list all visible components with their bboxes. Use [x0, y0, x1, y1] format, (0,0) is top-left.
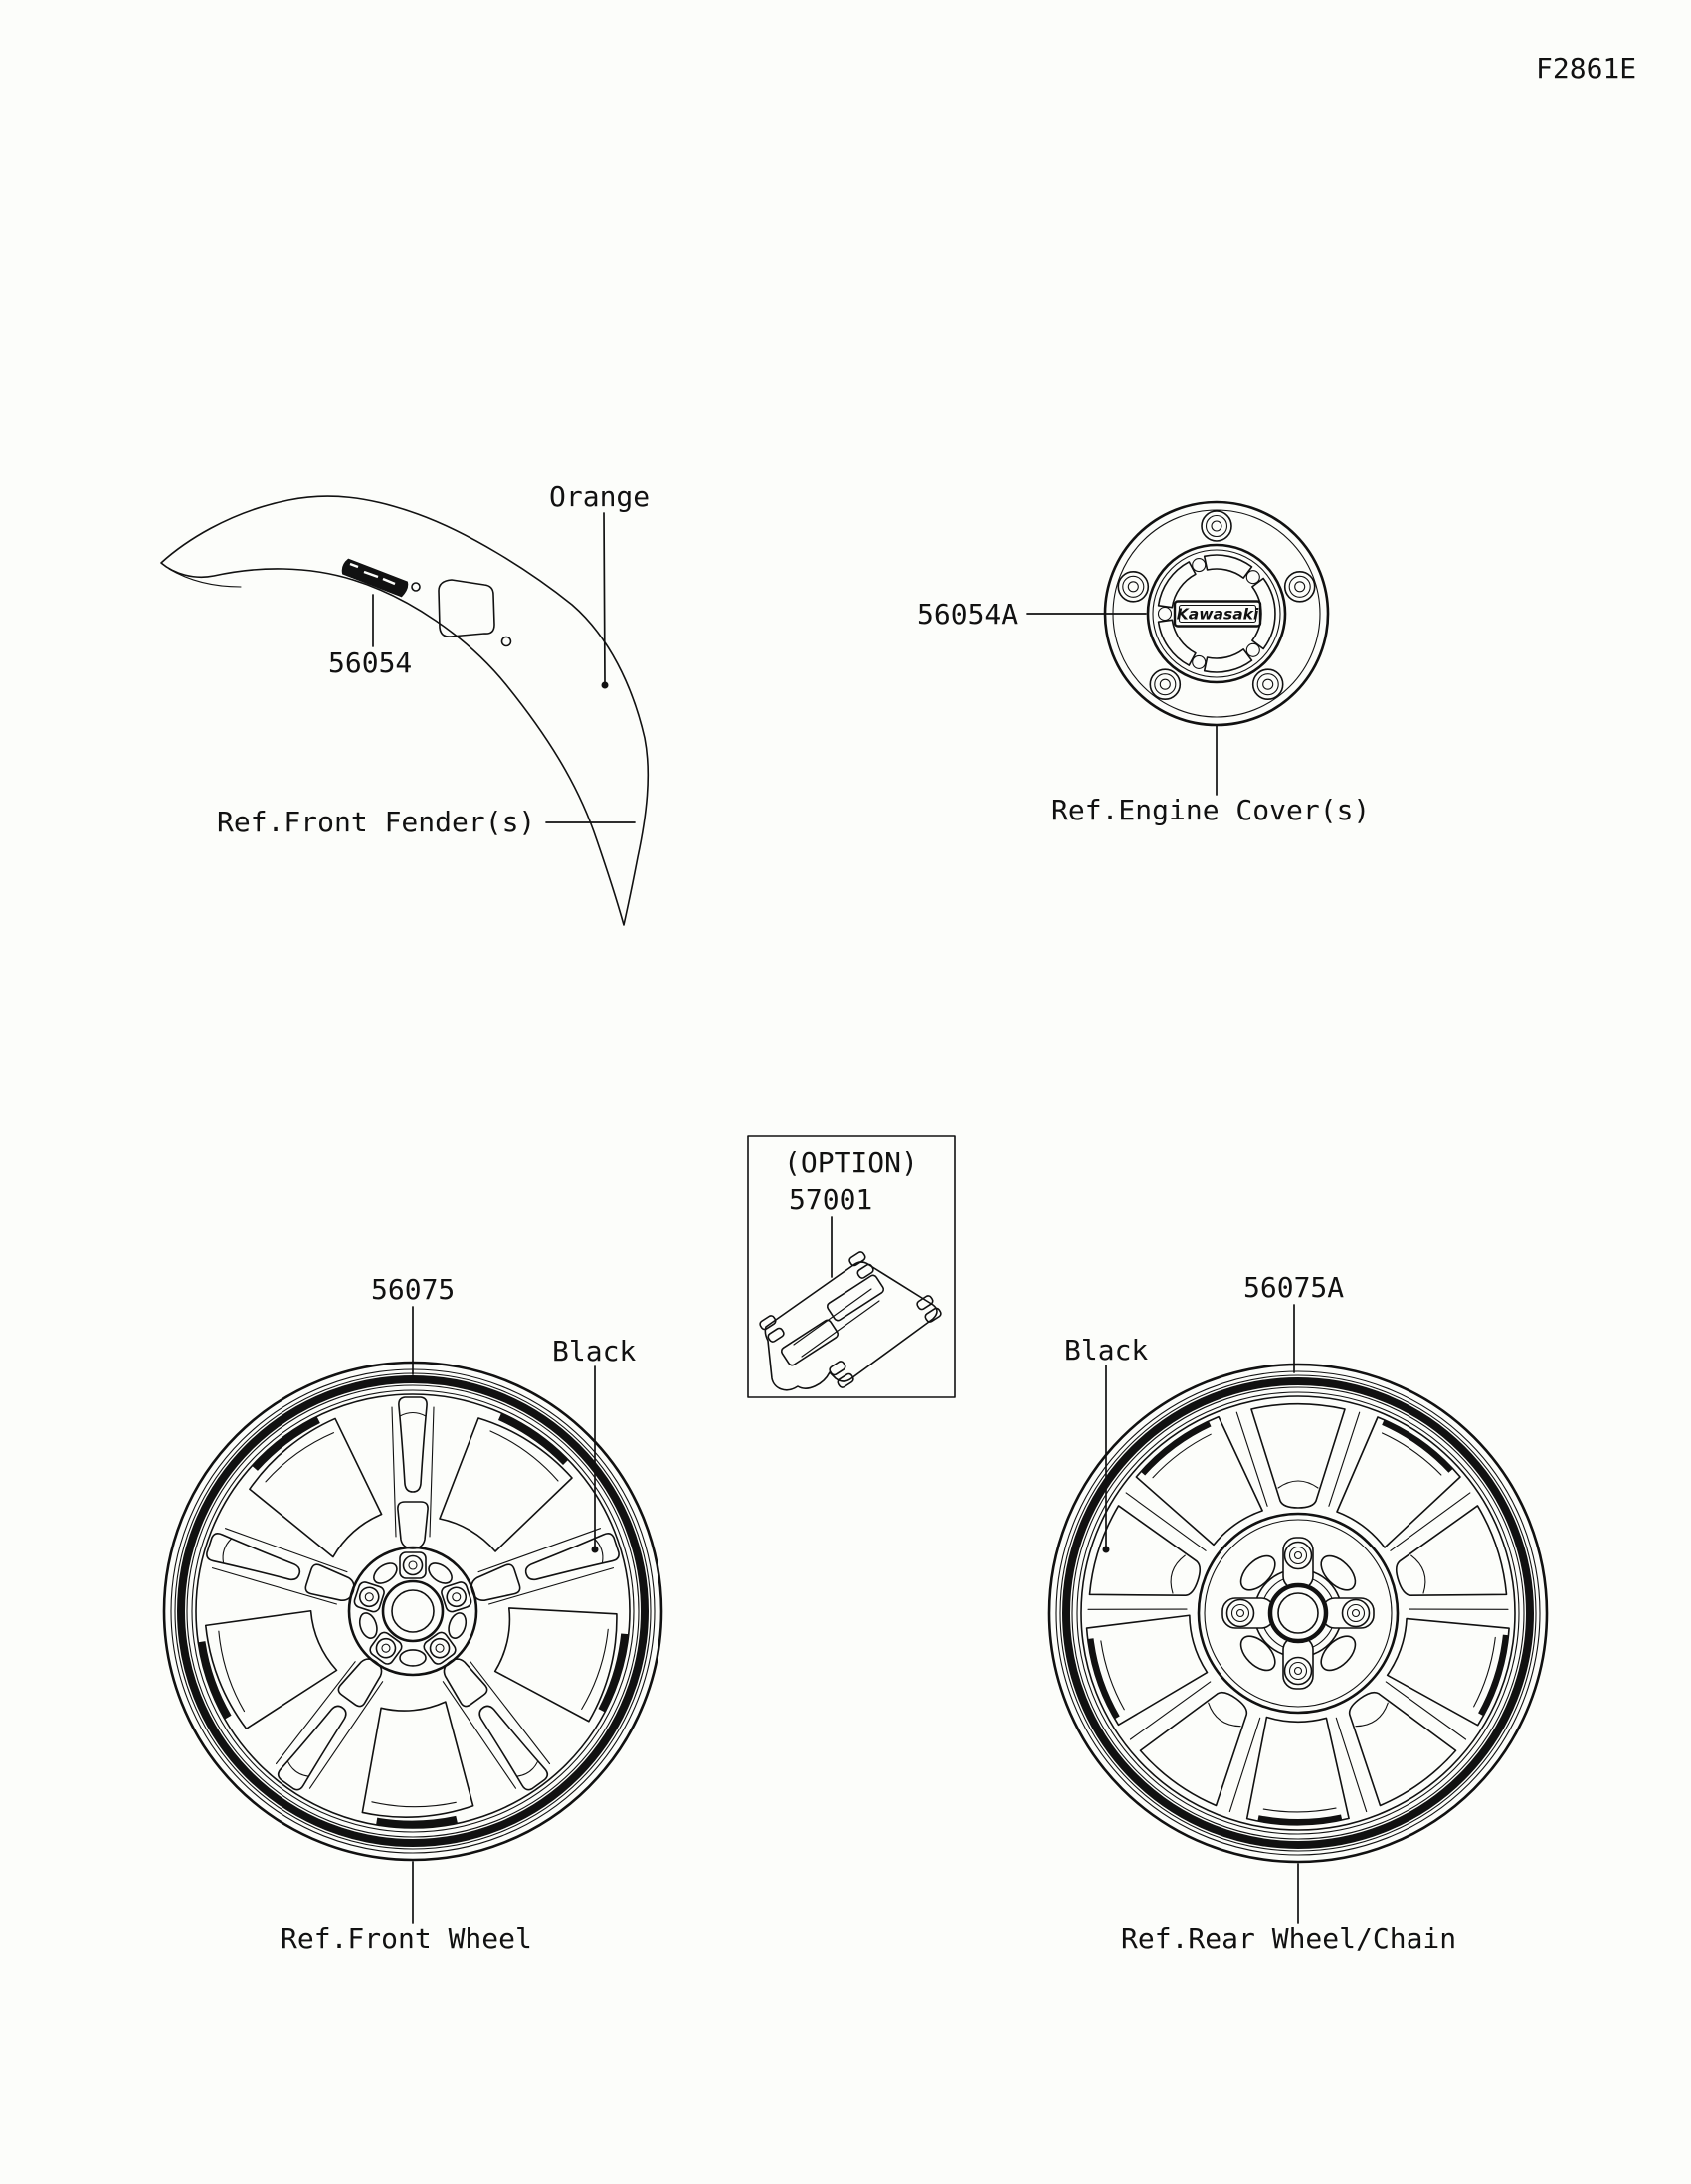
fender-part-label: 56054	[328, 646, 413, 679]
fender-color-dot	[602, 682, 609, 689]
option-figure	[748, 1136, 955, 1397]
rear-wheel-part-label: 56075A	[1243, 1271, 1345, 1304]
rear-wheel-figure	[1044, 1271, 1548, 1955]
rear-wheel-ref-label: Ref.Rear Wheel/Chain	[1121, 1922, 1457, 1955]
kawasaki-emblem-text: Kawasaki	[1176, 605, 1259, 624]
fender-color-label: Orange	[549, 480, 651, 513]
front-wheel-figure	[158, 1273, 665, 1955]
option-part-label: 57001	[789, 1183, 873, 1216]
front-fender-lip-line	[169, 569, 241, 587]
engine-cover-figure	[917, 502, 1370, 826]
fender-color-leader	[604, 513, 605, 682]
rear-wheel-color-label: Black	[1064, 1334, 1149, 1366]
fender-ref-label: Ref.Front Fender(s)	[217, 806, 536, 838]
fender-decal	[342, 559, 409, 598]
front-wheel-color-dot	[592, 1547, 599, 1553]
rear-wheel-color-dot	[1103, 1547, 1110, 1553]
front-wheel-part-label: 56075	[371, 1273, 456, 1306]
engine-cover-ref-label: Ref.Engine Cover(s)	[1051, 794, 1371, 826]
front-fender-figure	[161, 480, 650, 925]
front-wheel-ref-label: Ref.Front Wheel	[281, 1922, 532, 1955]
option-bracket-drawing	[759, 1251, 942, 1390]
front-fender-outline	[161, 496, 648, 925]
option-tag-label: (OPTION)	[784, 1146, 918, 1179]
figure-code: F2861E	[1536, 52, 1637, 85]
fender-hole-1	[412, 583, 420, 591]
fender-hole-2	[502, 637, 511, 646]
rear-wheel-drawing	[1044, 1365, 1548, 1878]
engine-cover-part-label: 56054A	[917, 598, 1019, 631]
kawasaki-logo-plate	[1175, 602, 1260, 627]
front-wheel-color-label: Black	[552, 1335, 637, 1367]
front-wheel-drawing	[158, 1363, 665, 1878]
